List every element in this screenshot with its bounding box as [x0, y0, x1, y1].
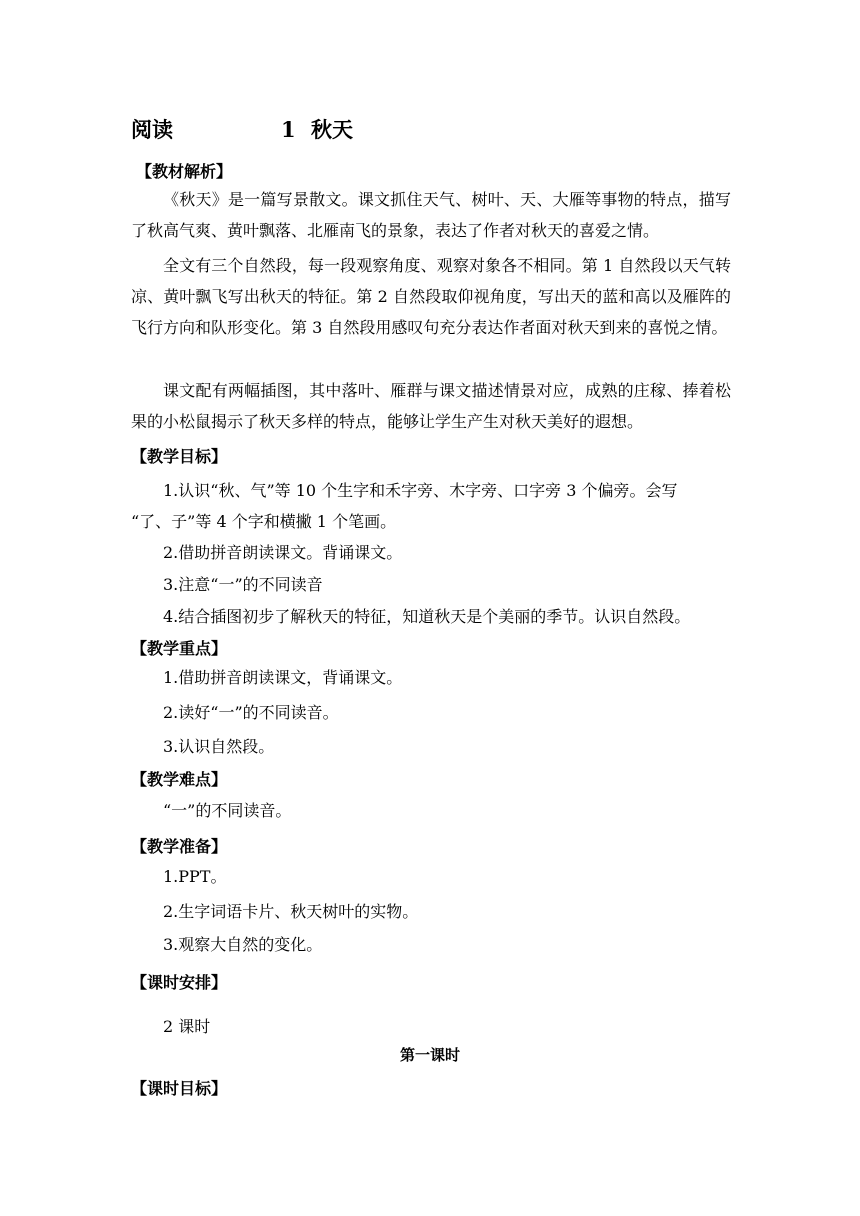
preparation-heading: 【教学准备】: [131, 837, 228, 856]
lesson-goals-heading: 【课时目标】: [131, 1079, 228, 1098]
lesson-section-label: 阅读: [131, 117, 173, 142]
lesson-number: 1: [281, 117, 296, 142]
lesson-name: 秋天: [311, 117, 353, 142]
analysis-paragraph-1: 《秋天》是一篇写景散文。课文抓住天气、树叶、天、大雁等事物的特点，描写了秋高气爽、黄叶飘落、北雁南飞的景象，表达了作者对秋天的喜爱之情。: [131, 190, 731, 240]
goal-item-3: 3.注意“一”的不同读音: [163, 575, 323, 594]
analysis-paragraph-2: 全文有三个自然段，每一段观察角度、观察对象各不相同。第 1 自然段以天气转凉、黄叶飘飞写出秋天的特征。第 2 自然段取仰视角度，写出天的蓝和高以及雁阵的飞行方向和队形变化。第 3 自然段用感叹句充分表达作者面对秋天到来的喜悦之情。: [131, 256, 731, 337]
goal-item-4: 4.结合插图初步了解秋天的特征，知道秋天是个美丽的季节。认识自然段。: [163, 607, 691, 626]
key-points-heading: 【教学重点】: [131, 639, 228, 658]
goals-heading: 【教学目标】: [131, 447, 228, 466]
schedule-text: 2 课时: [163, 1017, 211, 1036]
goal-item-2: 2.借助拼音朗读课文。背诵课文。: [163, 543, 403, 562]
goal-item-1-line-2: “了、子”等 4 个字和横撇 1 个笔画。: [131, 512, 397, 531]
goal-item-1-line-1: 1.认识“秋、气”等 10 个生字和禾字旁、木字旁、口字旁 3 个偏旁。会写: [163, 481, 678, 500]
key-point-item-2: 2.读好“一”的不同读音。: [163, 703, 339, 722]
difficulty-text: “一”的不同读音。: [163, 801, 292, 820]
key-point-item-3: 3.认识自然段。: [163, 737, 275, 756]
difficulty-heading: 【教学难点】: [131, 770, 228, 789]
analysis-heading: 【教材解析】: [136, 162, 233, 181]
preparation-item-1: 1.PPT。: [163, 867, 227, 886]
preparation-item-2: 2.生字词语卡片、秋天树叶的实物。: [163, 902, 419, 921]
preparation-item-3: 3.观察大自然的变化。: [163, 935, 323, 954]
lesson-title: [131, 114, 353, 144]
key-point-item-1: 1.借助拼音朗读课文，背诵课文。: [163, 668, 403, 687]
first-lesson-title: 第一课时: [399, 1046, 460, 1064]
schedule-heading: 【课时安排】: [131, 973, 228, 992]
analysis-paragraph-3: 课文配有两幅插图，其中落叶、雁群与课文描述情景对应，成熟的庄稼、捧着松果的小松鼠揭示了秋天多样的特点，能够让学生产生对秋天美好的遐想。: [131, 381, 731, 431]
